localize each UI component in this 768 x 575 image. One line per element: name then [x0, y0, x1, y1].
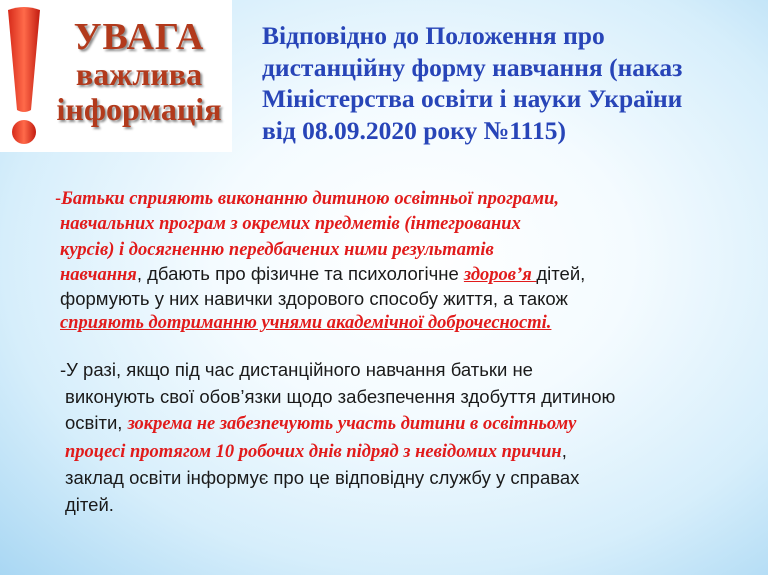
- body-text: формують у них навички здорового способу життя, а також: [60, 288, 568, 310]
- emphasis-text: Батьки сприяють виконанню дитиною освітньої програми,: [61, 189, 560, 209]
- heading-line-1: Відповідно до Положення про: [262, 21, 605, 50]
- warning-title: УВАГА: [73, 16, 205, 58]
- body-text: виконують свої обов’язки щодо забезпечення здобуття дитиною: [65, 385, 616, 407]
- emphasis-text: навчання: [60, 264, 137, 285]
- warning-subtitle-1: важлива: [75, 56, 203, 92]
- heading-line-3: Міністерства освіти і науки України: [262, 84, 683, 113]
- paragraph-school-notification: [55, 357, 755, 518]
- body-text: -У разі, якщо під час дистанційного навчання батьки не: [60, 359, 533, 380]
- body-text: , дбають про фізичне та психологічне: [136, 262, 464, 284]
- document-heading: [262, 20, 762, 146]
- paragraph-dash: -: [55, 187, 62, 208]
- emphasis-text: курсів) і досягненню передбачених ними результатів: [60, 239, 494, 260]
- exclamation-icon: [4, 6, 44, 148]
- body-text: дітей.: [65, 493, 114, 515]
- warning-subtitle-2: інформація: [56, 91, 222, 127]
- warning-banner: [0, 0, 232, 152]
- body-text: заклад освіти інформує про це відповідну службу у справах: [65, 467, 580, 488]
- body-text: ,: [561, 439, 567, 461]
- heading-line-4: від 08.09.2020 року №1115): [262, 115, 566, 145]
- paragraph-parents-duties: [55, 186, 755, 336]
- body-text: освіти,: [65, 412, 128, 433]
- heading-line-2: дистанційну форму навчання (наказ: [262, 52, 683, 82]
- emphasis-text: навчальних програм з окремих предметів (інтегрованих: [60, 214, 521, 235]
- emphasis-text-underlined: сприяють дотриманню учнями академічної доброчесності.: [60, 313, 552, 334]
- emphasis-text: зокрема не забезпечують участь дитини в освітньому: [127, 414, 577, 434]
- emphasis-text-underlined: здоров’я: [463, 264, 537, 285]
- body-text: дітей,: [536, 262, 586, 284]
- emphasis-text: процесі протягом 10 робочих днів підряд з невідомих причин: [65, 441, 562, 462]
- warning-text: [46, 18, 232, 126]
